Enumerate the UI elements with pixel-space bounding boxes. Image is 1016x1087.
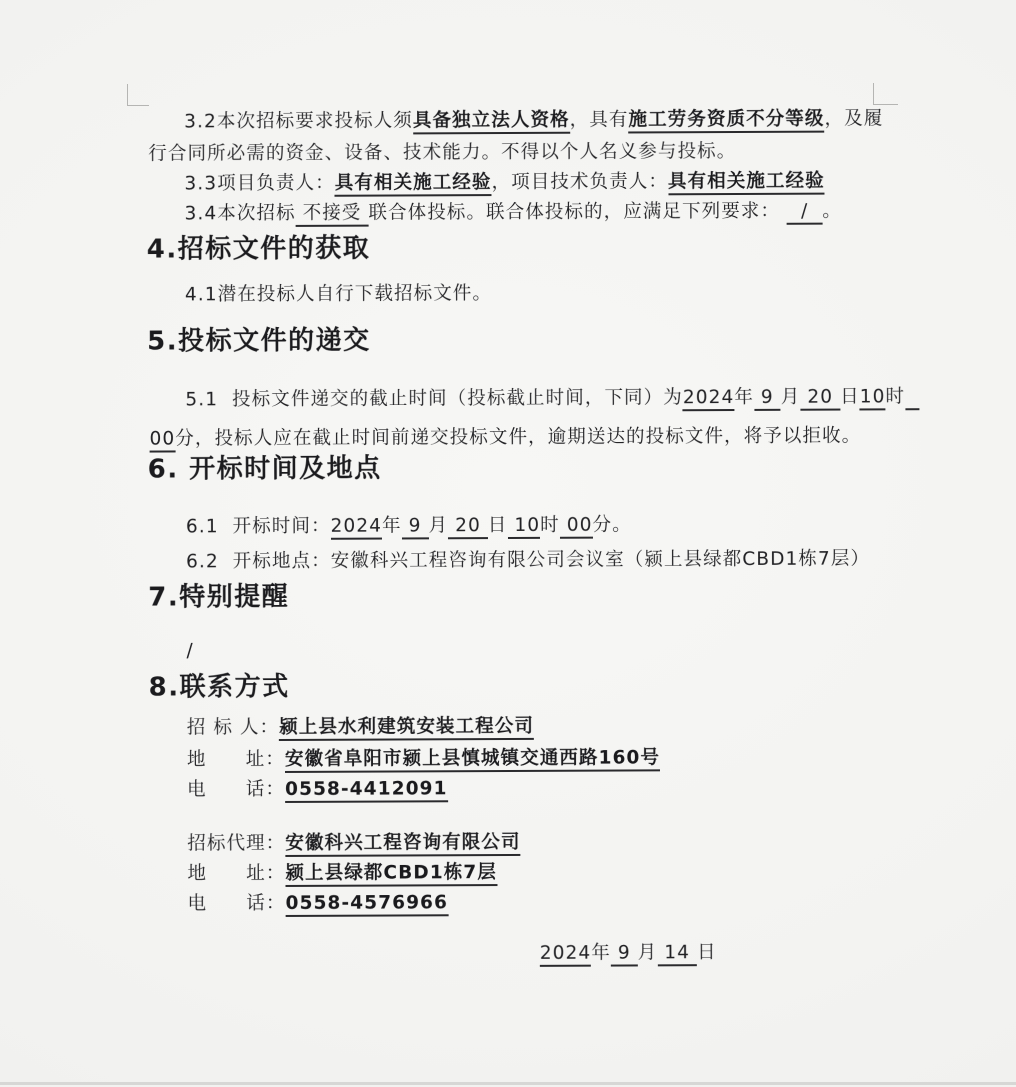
text-run: 年 — [382, 515, 402, 537]
text-run: 3.4本次招标 — [184, 202, 296, 225]
text-run: 地 址： — [187, 862, 286, 885]
text-run: 联合体投标。联合体投标的，应满足下列要求： — [368, 200, 788, 224]
text-run: ，具有 — [569, 109, 629, 131]
underlined-text: 00 — [560, 515, 593, 539]
slash-placeholder — [186, 638, 193, 663]
text-run: 年 — [734, 386, 754, 409]
contact-agent — [187, 830, 520, 856]
para-6-2 — [186, 546, 870, 574]
text-run: 。 — [822, 200, 842, 222]
text-run: 5.1 投标文件递交的截止时间（投标截止时间，下同）为 — [185, 387, 683, 411]
contact-bidder — [187, 714, 534, 741]
underlined-text: 0558-4412091 — [285, 778, 448, 803]
contact-agent-address — [187, 860, 497, 886]
text-run: 月 — [637, 942, 658, 964]
para-3-2-line-1 — [184, 106, 883, 134]
underlined-text: 20 — [448, 515, 488, 539]
text-run: 4.招标文件的获取 — [146, 233, 371, 265]
heading-4 — [147, 233, 371, 266]
para-3-3 — [184, 169, 824, 197]
text-run: 月 — [780, 386, 801, 408]
text-run: 时 — [885, 386, 906, 408]
underlined-text: / — [787, 201, 822, 225]
underlined-text: 具有相关施工经验 — [668, 171, 825, 196]
text-run: 日 — [696, 942, 717, 964]
underlined-text: 2024 — [540, 943, 592, 967]
underlined-text: 不接受 — [296, 203, 369, 227]
underlined-text: 具有相关施工经验 — [335, 172, 492, 197]
contact-bidder-phone — [187, 776, 448, 802]
para-5-1-line-1 — [185, 384, 919, 412]
underlined-text: 10 — [507, 515, 540, 539]
text-run: 招 标 人： — [186, 717, 280, 739]
underlined-text: 9 — [754, 387, 781, 411]
text-run: 6. 开标时间及地点 — [147, 453, 382, 485]
underlined-text: 具备独立法人资格 — [413, 110, 570, 135]
text-run: 年 — [591, 942, 611, 964]
para-3-4 — [185, 199, 842, 227]
text-run: 电 话： — [187, 778, 286, 801]
text-run: / — [186, 640, 194, 662]
text-run: 分，投标人应在截止时间前递交投标文件，逾期送达的投标文件，将予以拒收。 — [175, 425, 862, 450]
underlined-text: 2024 — [683, 387, 735, 411]
para-4-1 — [185, 281, 492, 307]
text-run: 7.特别提醒 — [148, 581, 290, 613]
para-3-2-line-2 — [148, 139, 736, 167]
text-run: 6.2 开标地点：安徽科兴工程咨询有限公司会议室（颍上县绿都CBD1栋7层） — [186, 548, 871, 573]
heading-8 — [149, 671, 290, 704]
contact-agent-phone — [188, 890, 449, 916]
underlined-text: 10 — [860, 386, 886, 410]
text-run: 8.联系方式 — [148, 671, 290, 703]
contact-bidder-address — [187, 745, 660, 772]
para-6-1 — [186, 512, 632, 539]
underlined-text: 施工劳务资质不分等级 — [628, 109, 824, 134]
text-run: 5.投标文件的递交 — [147, 325, 371, 357]
heading-6 — [148, 453, 382, 486]
underlined-text: 0558-4576966 — [286, 892, 449, 917]
text-run: 地 址： — [186, 748, 286, 771]
text-run: 日 — [840, 386, 860, 408]
para-5-1-line-2 — [149, 423, 861, 451]
text-run: 时 — [540, 514, 560, 536]
text-run: 招标代理： — [187, 832, 286, 855]
underlined-text: 安徽省阜阳市颍上县慎城镇交通西路160号 — [285, 747, 660, 773]
underlined-text: 颍上县水利建筑安装工程公司 — [279, 716, 534, 741]
text-run: ，及履 — [824, 108, 884, 130]
text-run: 分。 — [592, 514, 632, 536]
underlined-text: 9 — [402, 515, 429, 539]
text-run: 3.3项目负责人： — [184, 172, 335, 195]
underlined-text: 20 — [800, 387, 840, 411]
text-run: 月 — [428, 515, 449, 537]
text-run: 6.1 开标时间： — [185, 515, 331, 538]
underlined-text: 颍上县绿都CBD1栋7层 — [285, 862, 497, 887]
text-run: 3.2本次招标要求投标人须 — [184, 110, 413, 133]
underlined-text: 安徽科兴工程咨询有限公司 — [285, 832, 520, 857]
date-line — [540, 940, 717, 966]
text-run: 电 话： — [187, 892, 286, 915]
underlined-text: 00 — [149, 428, 175, 452]
text-run: 日 — [487, 515, 508, 537]
underlined-text: 14 — [657, 942, 697, 966]
heading-7 — [148, 581, 289, 614]
text-run: ，项目技术负责人： — [491, 171, 669, 194]
underlined-text — [905, 386, 919, 410]
text-run: 4.1潜在投标人自行下载招标文件。 — [184, 283, 493, 306]
underlined-text: 9 — [611, 942, 638, 966]
underlined-text: 2024 — [331, 516, 383, 540]
heading-5 — [147, 325, 371, 358]
text-run: 行合同所必需的资金、设备、技术能力。不得以个人名义参与投标。 — [148, 141, 737, 165]
